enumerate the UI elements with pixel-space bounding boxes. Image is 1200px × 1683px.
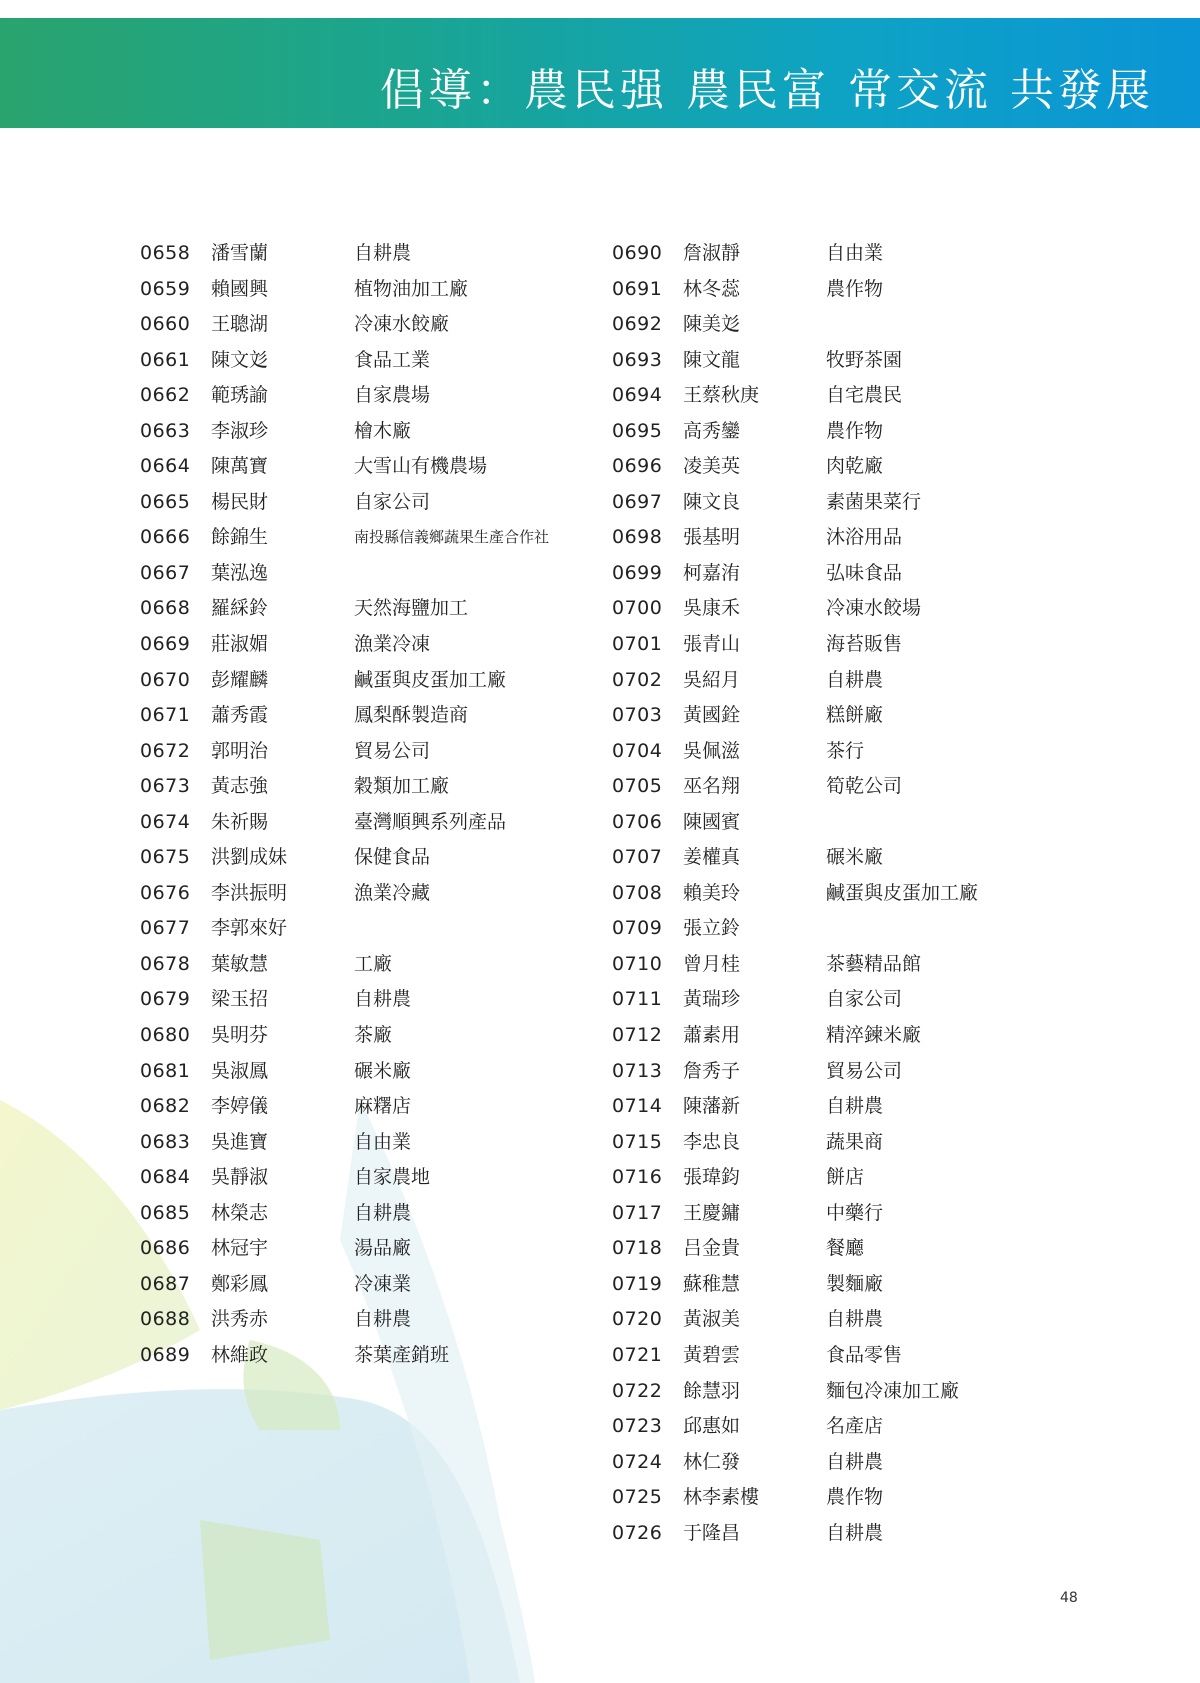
member-number: 0678 <box>140 952 191 975</box>
member-number: 0724 <box>612 1450 663 1473</box>
member-number: 0689 <box>140 1343 191 1366</box>
member-number: 0694 <box>612 384 663 407</box>
member-number: 0671 <box>140 704 191 727</box>
member-name: 葉敏慧 <box>211 952 269 975</box>
member-name: 郭明治 <box>211 739 269 762</box>
member-business: 鳳梨酥製造商 <box>354 704 469 727</box>
member-number: 0716 <box>612 1166 663 1189</box>
member-name: 朱祈賜 <box>211 810 269 833</box>
member-name: 王聰湖 <box>211 313 269 336</box>
member-number: 0663 <box>140 419 191 442</box>
member-name: 陳國賓 <box>683 810 741 833</box>
member-business: 臺灣順興系列產品 <box>354 810 507 833</box>
member-business: 自耕農 <box>826 1308 884 1331</box>
member-name: 李郭來好 <box>211 917 288 940</box>
member-business: 大雪山有機農場 <box>354 455 488 478</box>
member-name: 黃國銓 <box>683 704 741 727</box>
member-number: 0709 <box>612 917 663 940</box>
member-business: 麻糬店 <box>354 1095 412 1118</box>
member-name: 莊淑媚 <box>211 633 269 656</box>
member-name: 陳藩新 <box>683 1095 741 1118</box>
member-business: 茶行 <box>826 739 865 762</box>
member-business: 筍乾公司 <box>826 775 903 798</box>
member-number: 0668 <box>140 597 191 620</box>
member-business: 蔬果商 <box>826 1130 884 1153</box>
member-business: 製麵廠 <box>826 1272 884 1295</box>
member-number: 0719 <box>612 1272 663 1295</box>
member-name: 梁玉招 <box>211 988 269 1011</box>
member-name: 吳佩滋 <box>683 739 741 762</box>
member-number: 0687 <box>140 1272 191 1295</box>
member-name: 高秀鑾 <box>683 419 741 442</box>
member-name: 吳淑鳳 <box>211 1059 269 1082</box>
member-number: 0713 <box>612 1059 663 1082</box>
member-number: 0702 <box>612 668 663 691</box>
member-number: 0703 <box>612 704 663 727</box>
member-name: 王蔡秋庚 <box>683 384 760 407</box>
member-business: 農作物 <box>826 419 884 442</box>
member-business: 自家農地 <box>354 1166 431 1189</box>
member-number: 0688 <box>140 1308 191 1331</box>
member-number: 0720 <box>612 1308 663 1331</box>
member-number: 0660 <box>140 313 191 336</box>
member-name: 凌美英 <box>683 455 741 478</box>
member-number: 0684 <box>140 1166 191 1189</box>
member-business: 自宅農民 <box>826 384 903 407</box>
member-number: 0665 <box>140 490 191 513</box>
member-number: 0695 <box>612 419 663 442</box>
member-business: 漁業冷藏 <box>354 881 431 904</box>
member-number: 0670 <box>140 668 191 691</box>
member-number: 0722 <box>612 1379 663 1402</box>
member-name: 林榮志 <box>211 1201 269 1224</box>
member-business: 農作物 <box>826 1486 884 1509</box>
member-business: 碾米廠 <box>354 1059 412 1082</box>
member-number: 0710 <box>612 952 663 975</box>
member-business: 沐浴用品 <box>826 526 903 549</box>
member-name: 張青山 <box>683 633 741 656</box>
member-business: 天然海鹽加工 <box>354 597 469 620</box>
member-number: 0715 <box>612 1130 663 1153</box>
member-name: 張瑋鈞 <box>683 1166 741 1189</box>
member-number: 0679 <box>140 988 191 1011</box>
member-number: 0690 <box>612 242 663 264</box>
member-number: 0680 <box>140 1024 191 1047</box>
member-number: 0693 <box>612 348 663 371</box>
member-name: 曾月桂 <box>683 952 741 975</box>
member-name: 陳文良 <box>683 490 741 513</box>
member-number: 0696 <box>612 455 663 478</box>
member-business: 貿易公司 <box>826 1059 903 1082</box>
member-name: 王慶鏞 <box>683 1201 741 1224</box>
header-banner <box>0 18 1200 128</box>
member-name: 李淑珍 <box>211 419 269 442</box>
member-name: 李忠良 <box>683 1130 741 1153</box>
member-business: 穀類加工廠 <box>354 775 450 798</box>
member-name: 蕭秀霞 <box>211 704 269 727</box>
member-number: 0717 <box>612 1201 663 1224</box>
member-name: 林冬蕊 <box>683 277 741 300</box>
member-business: 植物油加工廠 <box>354 277 469 300</box>
member-name: 陳文龍 <box>683 348 741 371</box>
member-name: 黃志強 <box>211 775 269 798</box>
member-business: 海苔販售 <box>826 633 903 656</box>
member-business: 冷凍水餃廠 <box>354 313 450 336</box>
member-number: 0682 <box>140 1095 191 1118</box>
member-business: 湯品廠 <box>354 1237 412 1260</box>
member-number: 0692 <box>612 313 663 336</box>
member-number: 0681 <box>140 1059 191 1082</box>
member-name: 吳進寶 <box>211 1130 269 1153</box>
member-name: 詹淑靜 <box>683 242 741 264</box>
member-business: 自家公司 <box>354 490 431 513</box>
member-name: 吳紹月 <box>683 668 741 691</box>
member-number: 0664 <box>140 455 191 478</box>
member-business: 弘味食品 <box>826 561 903 584</box>
member-business: 肉乾廠 <box>826 455 884 478</box>
member-number: 0662 <box>140 384 191 407</box>
member-number: 0666 <box>140 526 191 549</box>
member-name: 林維政 <box>211 1343 269 1366</box>
member-name: 柯嘉洧 <box>683 561 741 584</box>
member-name: 林冠宇 <box>211 1237 269 1260</box>
member-number: 0686 <box>140 1237 191 1260</box>
member-business: 中藥行 <box>826 1201 884 1224</box>
member-number: 0658 <box>140 242 191 264</box>
member-business: 自由業 <box>354 1130 412 1153</box>
member-number: 0698 <box>612 526 663 549</box>
member-business: 牧野茶園 <box>826 348 903 371</box>
member-name: 賴美玲 <box>683 881 741 904</box>
member-number: 0669 <box>140 633 191 656</box>
member-name: 吳靜淑 <box>211 1166 269 1189</box>
member-number: 0659 <box>140 277 191 300</box>
member-name: 洪秀赤 <box>211 1308 269 1331</box>
member-name: 邱惠如 <box>683 1415 741 1438</box>
member-name: 于隆昌 <box>683 1521 741 1544</box>
member-name: 姜權真 <box>683 846 741 869</box>
page-title: 倡導：農民强 農民富 常交流 共發展 <box>380 65 1154 116</box>
member-name: 羅綵鈴 <box>211 597 269 620</box>
member-business: 自耕農 <box>354 242 412 264</box>
member-business: 自耕農 <box>826 1450 884 1473</box>
member-business: 自耕農 <box>354 1308 412 1331</box>
member-number: 0721 <box>612 1343 663 1366</box>
member-business: 素菌果菜行 <box>826 490 922 513</box>
member-business: 麵包冷凍加工廠 <box>826 1379 960 1402</box>
member-name: 黃瑞珍 <box>683 988 741 1011</box>
member-name: 林李素樓 <box>683 1486 760 1509</box>
member-number: 0711 <box>612 988 663 1011</box>
member-business: 茶廠 <box>354 1024 393 1047</box>
member-business: 精淬鍊米廠 <box>826 1024 922 1047</box>
member-business: 南投縣信義鄉蔬果生產合作社 <box>354 528 550 547</box>
member-name: 李洪振明 <box>211 881 288 904</box>
member-number: 0701 <box>612 633 663 656</box>
member-name: 吳康禾 <box>683 597 741 620</box>
member-business: 自家農場 <box>354 384 431 407</box>
member-business: 鹹蛋與皮蛋加工廠 <box>354 668 507 691</box>
member-number: 0674 <box>140 810 191 833</box>
member-number: 0714 <box>612 1095 663 1118</box>
member-name: 陳美彣 <box>683 313 741 336</box>
member-name: 詹秀子 <box>683 1059 741 1082</box>
member-name: 巫名翔 <box>683 775 741 798</box>
member-business: 自耕農 <box>826 1095 884 1118</box>
member-number: 0661 <box>140 348 191 371</box>
member-business: 餐廳 <box>826 1237 865 1260</box>
member-name: 楊民財 <box>211 490 269 513</box>
member-number: 0697 <box>612 490 663 513</box>
member-business: 冷凍業 <box>354 1272 412 1295</box>
member-business: 自耕農 <box>826 1521 884 1544</box>
member-number: 0706 <box>612 810 663 833</box>
member-number: 0707 <box>612 846 663 869</box>
member-name: 陳萬寶 <box>211 455 269 478</box>
member-business: 自家公司 <box>826 988 903 1011</box>
member-number: 0677 <box>140 917 191 940</box>
member-name: 葉泓逸 <box>211 561 269 584</box>
member-name: 陳文彣 <box>211 348 269 371</box>
member-number: 0705 <box>612 775 663 798</box>
member-name: 餘慧羽 <box>683 1379 741 1402</box>
member-number: 0672 <box>140 739 191 762</box>
member-number: 0712 <box>612 1024 663 1047</box>
member-number: 0708 <box>612 881 663 904</box>
member-name: 林仁發 <box>683 1450 741 1473</box>
member-number: 0723 <box>612 1415 663 1438</box>
member-name: 蘇稚慧 <box>683 1272 741 1295</box>
member-number: 0685 <box>140 1201 191 1224</box>
member-name: 吕金貴 <box>683 1237 741 1260</box>
member-name: 黃淑美 <box>683 1308 741 1331</box>
member-number: 0683 <box>140 1130 191 1153</box>
member-name: 蕭素用 <box>683 1024 741 1047</box>
member-number: 0691 <box>612 277 663 300</box>
member-number: 0700 <box>612 597 663 620</box>
member-number: 0673 <box>140 775 191 798</box>
member-name: 餘錦生 <box>211 526 269 549</box>
member-business: 自耕農 <box>826 668 884 691</box>
member-name: 黃碧雲 <box>683 1343 741 1366</box>
member-business: 碾米廠 <box>826 846 884 869</box>
member-business: 茶葉產銷班 <box>354 1343 450 1366</box>
member-business: 農作物 <box>826 277 884 300</box>
member-business: 保健食品 <box>354 846 431 869</box>
member-number: 0675 <box>140 846 191 869</box>
member-number: 0676 <box>140 881 191 904</box>
member-business: 漁業冷凍 <box>354 633 431 656</box>
member-business: 自耕農 <box>354 1201 412 1224</box>
member-business: 冷凍水餃場 <box>826 597 922 620</box>
member-name: 潘雪蘭 <box>211 242 269 264</box>
member-name: 張立鈴 <box>683 917 741 940</box>
member-name: 李婷儀 <box>211 1095 269 1118</box>
member-business: 食品零售 <box>826 1343 903 1366</box>
member-business: 貿易公司 <box>354 739 431 762</box>
member-name: 洪劉成妹 <box>211 846 288 869</box>
page-number: 48 <box>1060 1590 1078 1606</box>
member-business: 餅店 <box>826 1166 865 1189</box>
member-business: 工廠 <box>354 952 393 975</box>
member-name: 吳明芬 <box>211 1024 269 1047</box>
member-number: 0667 <box>140 561 191 584</box>
member-number: 0718 <box>612 1237 663 1260</box>
member-number: 0704 <box>612 739 663 762</box>
member-business: 自由業 <box>826 242 884 264</box>
member-name: 鄭彩鳳 <box>211 1272 269 1295</box>
member-business: 檜木廠 <box>354 419 412 442</box>
member-business: 糕餅廠 <box>826 704 884 727</box>
member-business: 茶藝精品館 <box>826 952 922 975</box>
member-business: 鹹蛋與皮蛋加工廠 <box>826 881 979 904</box>
member-business: 食品工業 <box>354 348 431 371</box>
member-number: 0699 <box>612 561 663 584</box>
member-number: 0725 <box>612 1486 663 1509</box>
member-name: 範琇諭 <box>211 384 269 407</box>
member-name: 賴國興 <box>211 277 269 300</box>
member-name: 彭耀麟 <box>211 668 269 691</box>
member-business: 自耕農 <box>354 988 412 1011</box>
member-business: 名產店 <box>826 1415 884 1438</box>
member-number: 0726 <box>612 1521 663 1544</box>
member-name: 張基明 <box>683 526 741 549</box>
